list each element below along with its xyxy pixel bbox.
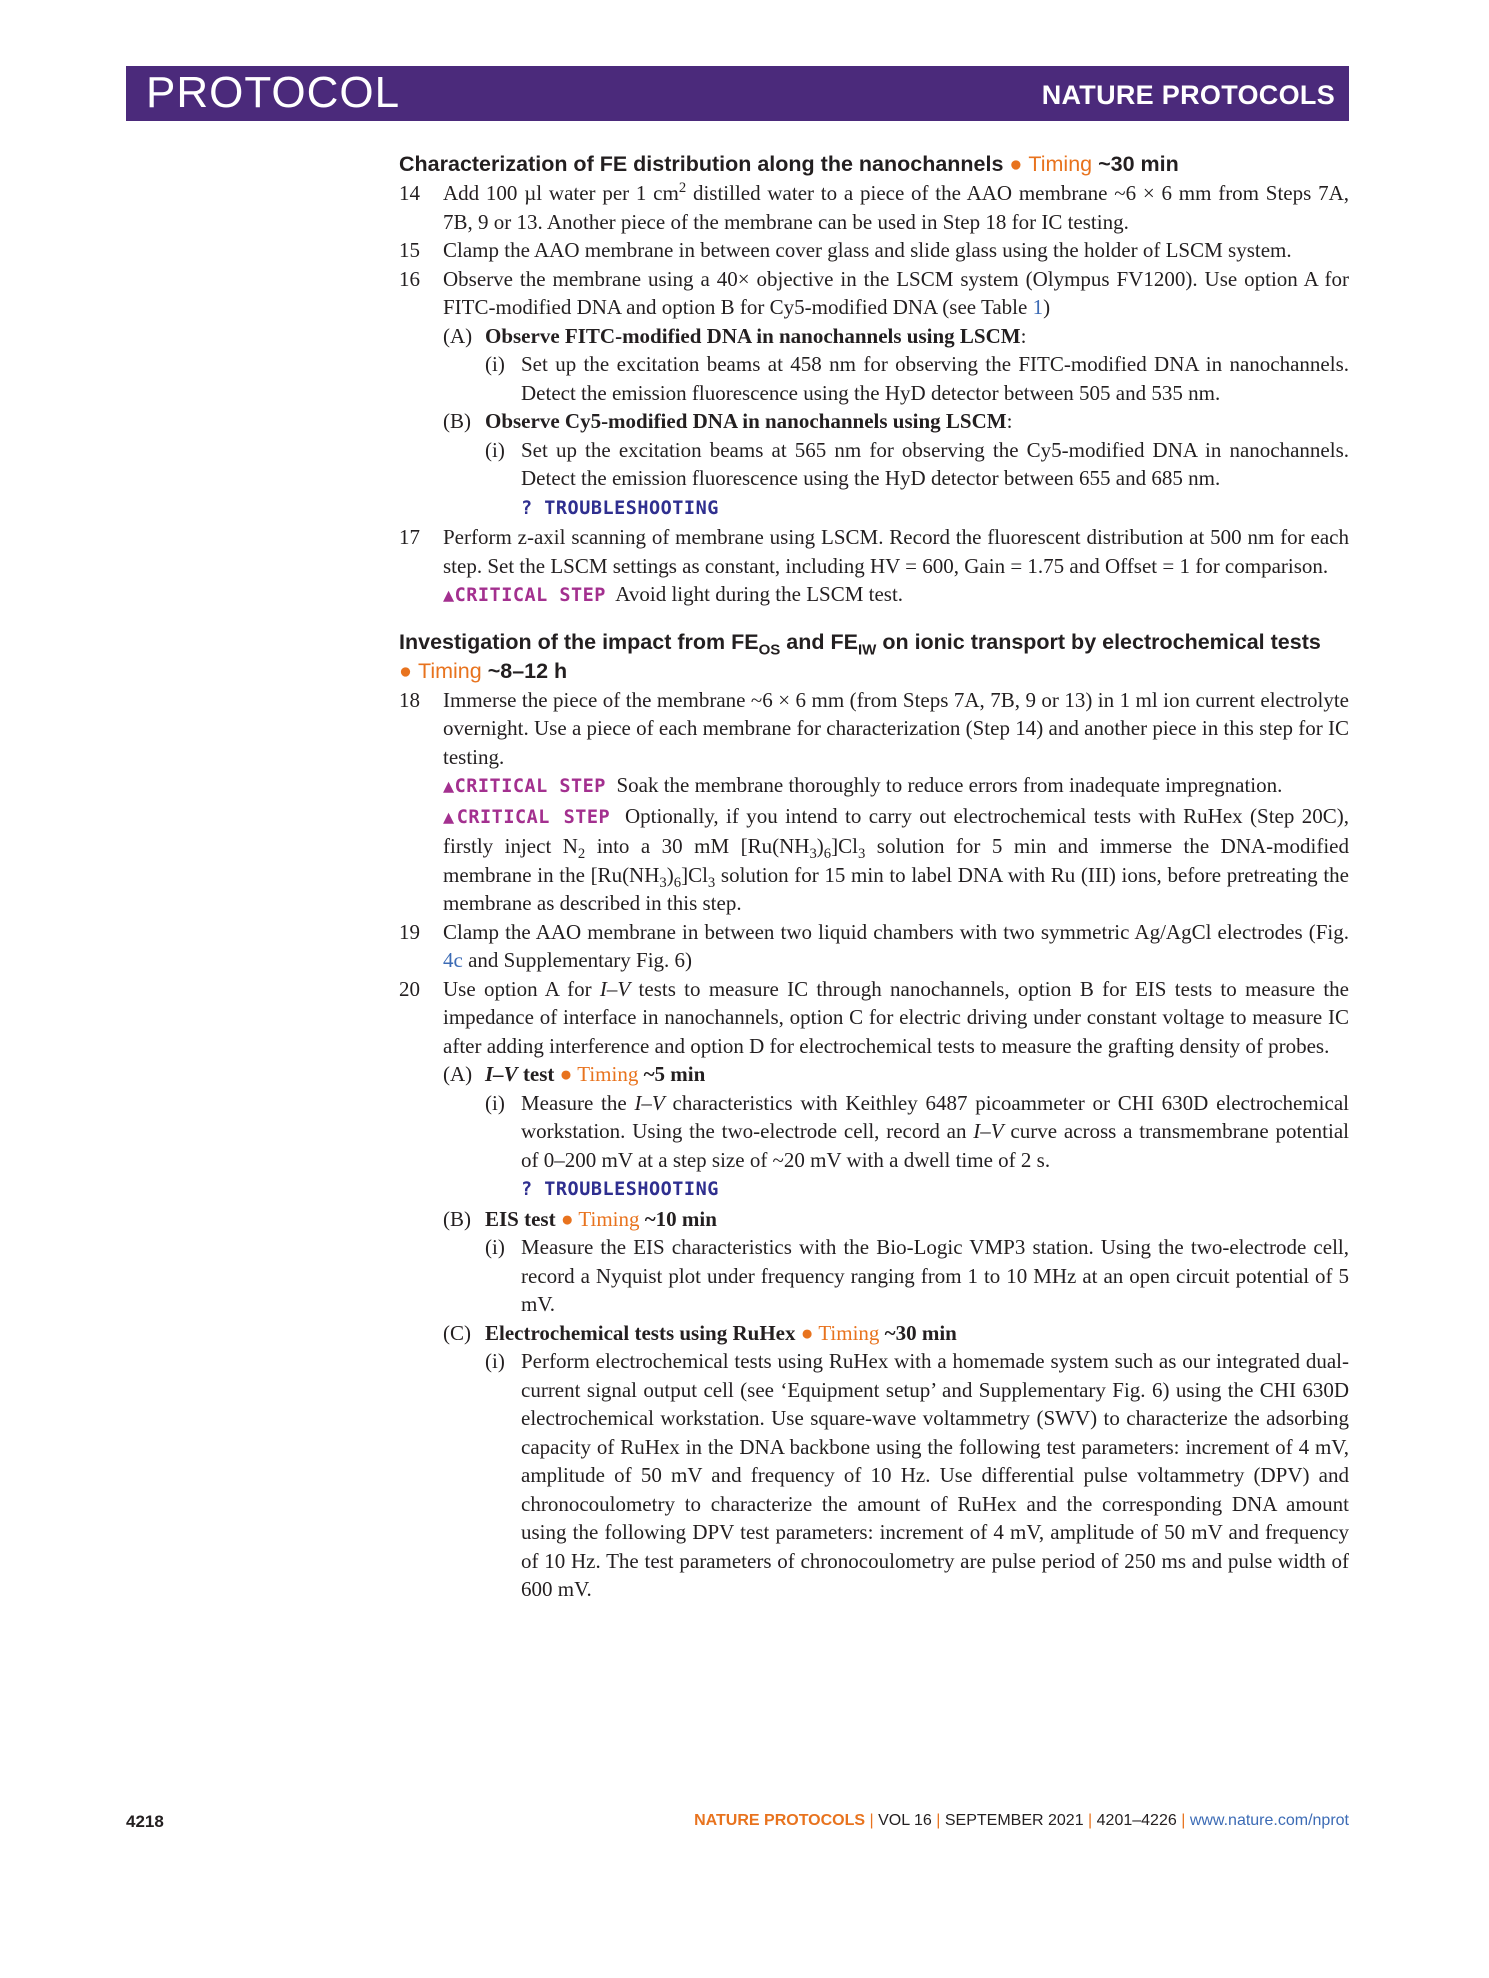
step-14: [399, 179, 1349, 236]
header-bar: [126, 66, 1349, 121]
subscript: IW: [857, 640, 877, 658]
critical-step-17: [399, 580, 1349, 611]
option-20b: [443, 1205, 1349, 1234]
option-label: (A): [443, 1062, 473, 1086]
footer-separator: |: [936, 1812, 941, 1829]
step-text: ): [1043, 295, 1051, 319]
critical-step-18b: [399, 802, 1349, 918]
footer-separator: |: [1181, 1812, 1186, 1829]
critical-step-text: solution for 15 min to label DNA with Ru (III) ions, before pretreating the membrane as described in this step.: [443, 862, 1349, 915]
footer-separator: |: [869, 1812, 874, 1829]
troubleshooting-16: [399, 493, 1349, 524]
timing-value: ~30 min: [1098, 152, 1179, 176]
italic-term: I–V: [599, 976, 631, 1001]
italic-term: I–V: [634, 1090, 665, 1115]
critical-step-text: ): [666, 862, 674, 887]
critical-step-text: solution for 5 min and immerse the DNA-modified membrane in the [Ru(NH: [443, 834, 1349, 887]
superscript: 2: [678, 180, 687, 196]
step-number: 18: [399, 687, 420, 712]
table-link[interactable]: 1: [1032, 295, 1044, 319]
footer-separator: |: [1088, 1812, 1093, 1829]
option-title: Electrochemical tests using RuHex: [485, 1320, 796, 1345]
section-title: Characterization of FE distribution along the nanochannels: [399, 152, 1004, 176]
subscript: OS: [758, 640, 781, 658]
step-text: Use option A for: [443, 976, 600, 1001]
troubleshooting-20a: [399, 1174, 1349, 1205]
option-label: (C): [443, 1320, 471, 1345]
step-15: [399, 236, 1349, 265]
section-heading-fe-distribution: [399, 150, 1349, 179]
subscript: 3: [707, 874, 716, 891]
step-text: Immerse the piece of the membrane ~6 × 6 mm (from Steps 7A, 7B, 9 or 13) in 1 ml ion current electrolyte overnight. Use a piece of each membrane for characterization (Step 14) and another piece in this step for IC testing.: [443, 687, 1349, 769]
timing-dot-icon: ●: [560, 1206, 574, 1231]
subscript: 3: [659, 874, 667, 891]
option-label: (A): [443, 323, 473, 348]
option-title: EIS test: [485, 1206, 556, 1231]
sub-label: (i): [485, 437, 505, 462]
option-16a: [443, 322, 1349, 351]
header-section-label: PROTOCOL: [146, 68, 401, 117]
step-16: [399, 265, 1349, 322]
sub-text: Measure the EIS characteristics with the Bio-Logic VMP3 station. Using the two-electrode cell, record a Nyquist plot under frequency ranging from 1 to 10 MHz at an open circuit potential of 5 mV.: [521, 1235, 1349, 1316]
subscript: 2: [577, 846, 586, 863]
option-title: Observe FITC-modified DNA in nanochannels using LSCM: [485, 323, 1021, 348]
critical-step-18a: [399, 771, 1349, 802]
sub-text: Set up the excitation beams at 458 nm for observing the FITC-modified DNA in nanochannels. Detect the emission fluorescence using the HyD detector between 505 and 535 nm.: [521, 352, 1349, 405]
option-colon: :: [1006, 409, 1013, 433]
subscript: 3: [857, 846, 866, 863]
step-text: distilled water to a piece of the AAO membrane ~6 × 6 mm from Steps 7A, 7B, 9 or 13. Another piece of the membrane can be used in Step 18 for IC testing.: [443, 181, 1349, 234]
timing-value: ~8–12 h: [487, 658, 568, 683]
section-title: Investigation of the impact from FE: [399, 629, 759, 654]
timing-value: ~30 min: [884, 1320, 957, 1345]
sub-label: (i): [485, 1235, 505, 1259]
troubleshooting-link[interactable]: ? TROUBLESHOOTING: [521, 497, 719, 519]
option-20c: [443, 1319, 1349, 1348]
step-number: 14: [399, 181, 420, 205]
timing-dot-icon: ●: [559, 1062, 573, 1086]
footer-citation: [694, 1812, 1349, 1830]
option-label: (B): [443, 409, 471, 433]
critical-step-label: ▲CRITICAL STEP: [443, 806, 611, 828]
critical-step-text: ]Cl: [681, 862, 708, 887]
step-number: 16: [399, 266, 420, 291]
step-19: [399, 918, 1349, 975]
timing-dot-icon: ●: [399, 658, 412, 683]
option-label: (B): [443, 1206, 471, 1231]
step-number: 17: [399, 525, 420, 549]
step-text: Clamp the AAO membrane in between two liquid chambers with two symmetric Ag/AgCl electrodes (Fig.: [443, 919, 1349, 944]
section-gap: [399, 611, 1349, 628]
critical-step-text: ]Cl: [831, 834, 858, 858]
critical-step-text: Avoid light during the LSCM test.: [615, 582, 904, 606]
step-text: Add 100 µl water per 1 cm: [443, 181, 679, 205]
step-17: [399, 523, 1349, 580]
sub-label: (i): [485, 1090, 505, 1115]
timing-dot-icon: ●: [1009, 152, 1023, 176]
footer-date: SEPTEMBER 2021: [944, 1812, 1084, 1829]
timing-label: Timing: [578, 1206, 640, 1231]
critical-step-text: Optionally, if you intend to carry out electrochemical tests with RuHex (Step 20C), firstly inject N: [443, 803, 1350, 858]
sub-text: Measure the: [521, 1090, 635, 1115]
critical-step-text: ): [816, 834, 824, 858]
section-heading-ionic-transport: [399, 628, 1349, 686]
subscript: 6: [673, 874, 682, 891]
option-title: Observe Cy5-modified DNA in nanochannels using LSCM: [485, 409, 1007, 433]
sub-label: (i): [485, 352, 505, 376]
option-title: test: [517, 1062, 555, 1086]
sub-text: characteristics with Keithley 6487 picoammeter or CHI 630D electrochemical workstation. Using the two-electrode cell, record an: [521, 1090, 1349, 1143]
step-text: Observe the membrane using a 40× objective in the LSCM system (Olympus FV1200). Use option A for FITC-modified DNA and option B for Cy5-modified DNA (see Table: [443, 266, 1349, 319]
critical-step-label: ▲CRITICAL STEP: [443, 585, 606, 606]
option-20c-i: [443, 1347, 1349, 1604]
step-text: Clamp the AAO membrane in between cover glass and slide glass using the holder of LSCM system.: [443, 238, 1292, 262]
subscript: 3: [809, 846, 817, 863]
section-title: and FE: [780, 629, 858, 654]
footer-url-link[interactable]: www.nature.com/nprot: [1189, 1812, 1349, 1829]
page-number: 4218: [126, 1812, 164, 1831]
option-title: I–V: [485, 1062, 518, 1086]
option-16a-i: [443, 350, 1349, 407]
option-20b-i: [443, 1233, 1349, 1319]
critical-step-text: into a 30 mM [Ru(NH: [585, 834, 810, 858]
sub-label: (i): [485, 1349, 505, 1373]
sub-text: Set up the excitation beams at 565 nm for observing the Cy5-modified DNA in nanochannels. Detect the emission fluorescence using the HyD detector between 655 and 685 nm.: [521, 437, 1349, 490]
timing-label: Timing: [818, 1320, 880, 1345]
header-journal-name: NATURE PROTOCOLS: [1041, 80, 1335, 110]
footer-pages: 4201–4226: [1096, 1812, 1177, 1829]
main-content: [399, 150, 1349, 1604]
step-number: 15: [399, 238, 420, 262]
step-18: [399, 686, 1349, 772]
subscript: 6: [823, 846, 832, 863]
step-text: Perform z-axil scanning of membrane using LSCM. Record the fluorescent distribution at 500 nm for each step. Set the LSCM settings as constant, including HV = 600, Gain = 1.75 and Offset = 1 for comparison.: [443, 525, 1349, 578]
timing-value: ~5 min: [643, 1062, 706, 1086]
step-number: 19: [399, 919, 420, 944]
step-text: and Supplementary Fig. 6): [462, 948, 693, 972]
troubleshooting-link[interactable]: ? TROUBLESHOOTING: [521, 1179, 719, 1200]
timing-label: Timing: [1028, 152, 1093, 176]
figure-link[interactable]: 4c: [443, 948, 463, 972]
step-number: 20: [399, 976, 420, 1001]
timing-dot-icon: ●: [800, 1320, 814, 1345]
step-text: tests to measure IC through nanochannels, option B for EIS tests to measure the impedance of interface in nanochannels, option C for electric driving under constant voltage to measure IC after adding interference and option D for electrochemical tests to measure the grafting density of probes.: [443, 976, 1349, 1058]
footer-journal: NATURE PROTOCOLS: [694, 1812, 866, 1829]
sub-text: Perform electrochemical tests using RuHex with a homemade system such as our integrated dual-current signal output cell (see ‘Equipment setup’ and Supplementary Fig. 6) using the CHI 630D electrochemical workstation. Use square-wave voltammetry (SWV) to characterize the adsorbing capacity of RuHex in the DNA backbone using the following test parameters: increment of 4 mV, amplitude of 50 mV and frequency of 10 Hz. Use differential pulse voltammetry (DPV) and chronocoulometry to characterize the amount of RuHex and the corresponding DNA amount using the following DPV test parameters: increment of 4 mV, amplitude of 50 mV and frequency of 10 Hz. The test parameters of chronocoulometry are pulse period of 250 ms and pulse width of 600 mV.: [521, 1349, 1349, 1601]
option-16b-i: [443, 436, 1349, 493]
sub-text: curve across a transmembrane potential of 0–200 mV at a step size of ~20 mV with a dwell time of 2 s.: [521, 1119, 1349, 1172]
critical-step-text: Soak the membrane thoroughly to reduce errors from inadequate impregnation.: [616, 773, 1283, 797]
critical-step-label: ▲CRITICAL STEP: [443, 776, 606, 797]
section-title: on ionic transport by electrochemical tests: [876, 629, 1321, 654]
option-20a-i: [443, 1089, 1349, 1175]
option-16b: [443, 407, 1349, 436]
step-20: [399, 975, 1349, 1061]
option-colon: :: [1020, 323, 1027, 348]
italic-term: I–V: [973, 1119, 1004, 1143]
timing-label: Timing: [417, 658, 482, 683]
footer-volume: VOL 16: [878, 1812, 932, 1829]
timing-value: ~10 min: [644, 1206, 717, 1231]
option-20a: [443, 1060, 1349, 1089]
timing-label: Timing: [577, 1062, 639, 1086]
